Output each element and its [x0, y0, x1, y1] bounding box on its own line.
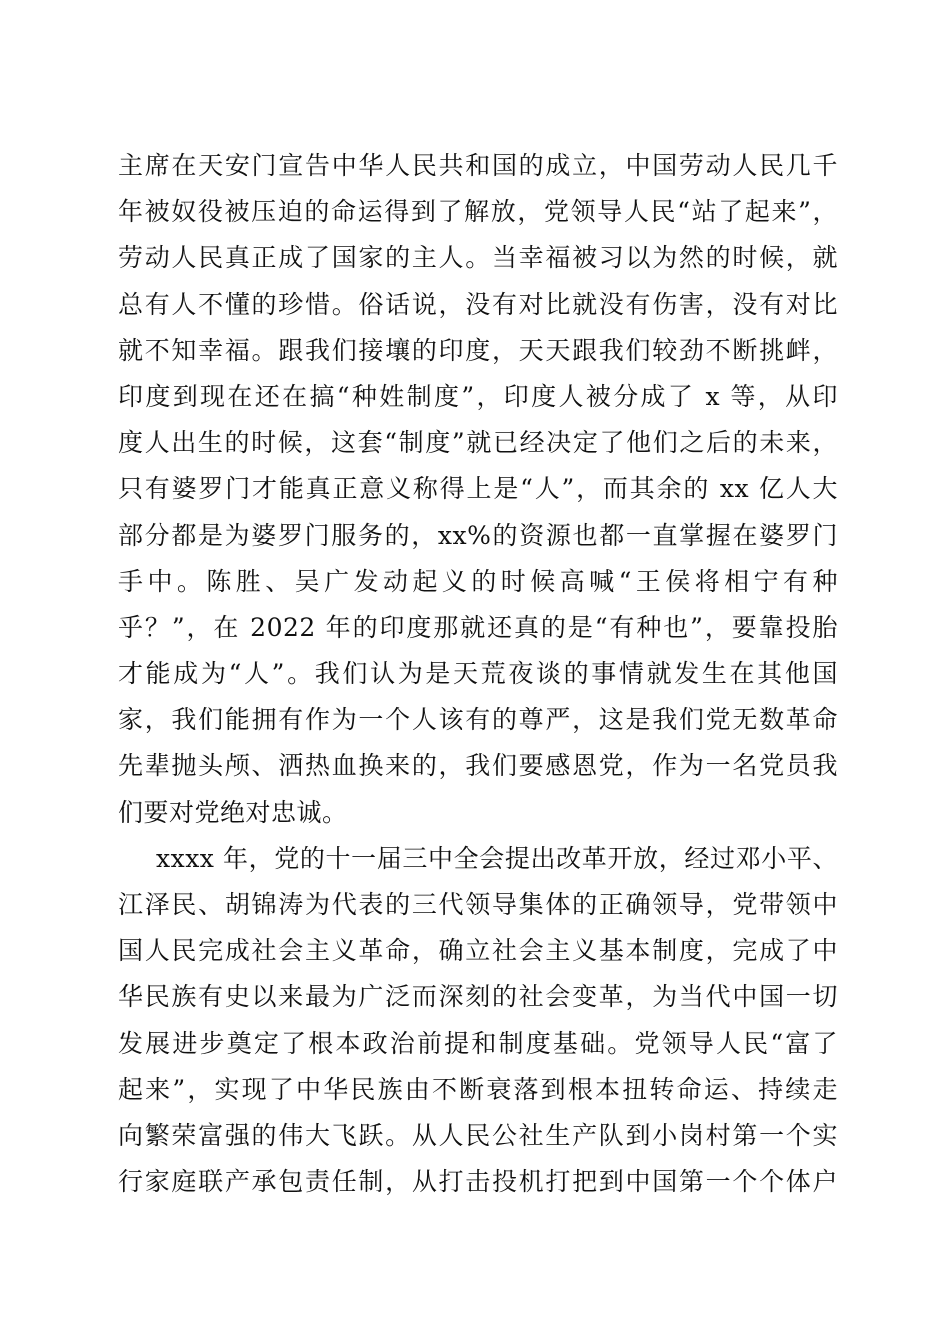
text-line: 手中。陈胜、吴广发动起义的时候高喊“王侯将相宁有种	[118, 566, 838, 596]
text-line: 华民族有史以来最为广泛而深刻的社会变革，为当代中国一切	[118, 982, 838, 1012]
text-line: 乎？”，在 2022 年的印度那就还真的是“有种也”，要靠投胎	[118, 612, 838, 642]
text-line: 印度到现在还在搞“种姓制度”，印度人被分成了 x 等，从印	[118, 381, 838, 411]
text-line: 就不知幸福。跟我们接壤的印度，天天跟我们较劲不断挑衅，	[118, 335, 838, 365]
text-line: xxxx 年，党的十一届三中全会提出改革开放，经过邓小平、	[156, 843, 838, 873]
text-line: 年被奴役被压迫的命运得到了解放，党领导人民“站了起来”，	[118, 197, 838, 227]
text-line: 只有婆罗门才能真正意义称得上是“人”，而其余的 xx 亿人大	[118, 474, 838, 504]
paragraph-2	[118, 836, 838, 1206]
text-line: 先辈抛头颅、洒热血换来的，我们要感恩党，作为一名党员我	[118, 751, 838, 781]
text-line: 发展进步奠定了根本政治前提和制度基础。党领导人民“富了	[118, 1028, 838, 1058]
text-line: 总有人不懂的珍惜。俗话说，没有对比就没有伤害，没有对比	[118, 289, 838, 319]
text-line: 主席在天安门宣告中华人民共和国的成立，中国劳动人民几千	[118, 151, 838, 180]
text-line: 起来”，实现了中华民族由不断衰落到根本扭转命运、持续走	[118, 1074, 838, 1104]
text-line: 家，我们能拥有作为一个人该有的尊严，这是我们党无数革命	[118, 705, 838, 735]
text-line: 们要对党绝对忠诚。	[118, 797, 348, 827]
text-line: 部分都是为婆罗门服务的，xx%的资源也都一直掌握在婆罗门	[118, 520, 838, 550]
text-line: 度人出生的时候，这套“制度”就已经决定了他们之后的未来，	[118, 428, 838, 458]
text-line: 行家庭联产承包责任制，从打击投机打把到中国第一个个体户	[118, 1167, 838, 1197]
paragraph-1	[118, 143, 838, 836]
text-line: 劳动人民真正成了国家的主人。当幸福被习以为然的时候，就	[118, 243, 838, 273]
text-line: 国人民完成社会主义革命，确立社会主义基本制度，完成了中	[118, 936, 838, 966]
text-line: 向繁荣富强的伟大飞跃。从人民公社生产队到小岗村第一个实	[118, 1120, 838, 1150]
text-line: 江泽民、胡锦涛为代表的三代领导集体的正确领导，党带领中	[118, 890, 838, 919]
body-text	[118, 143, 838, 1205]
text-line: 才能成为“人”。我们认为是天荒夜谈的事情就发生在其他国	[118, 659, 838, 689]
